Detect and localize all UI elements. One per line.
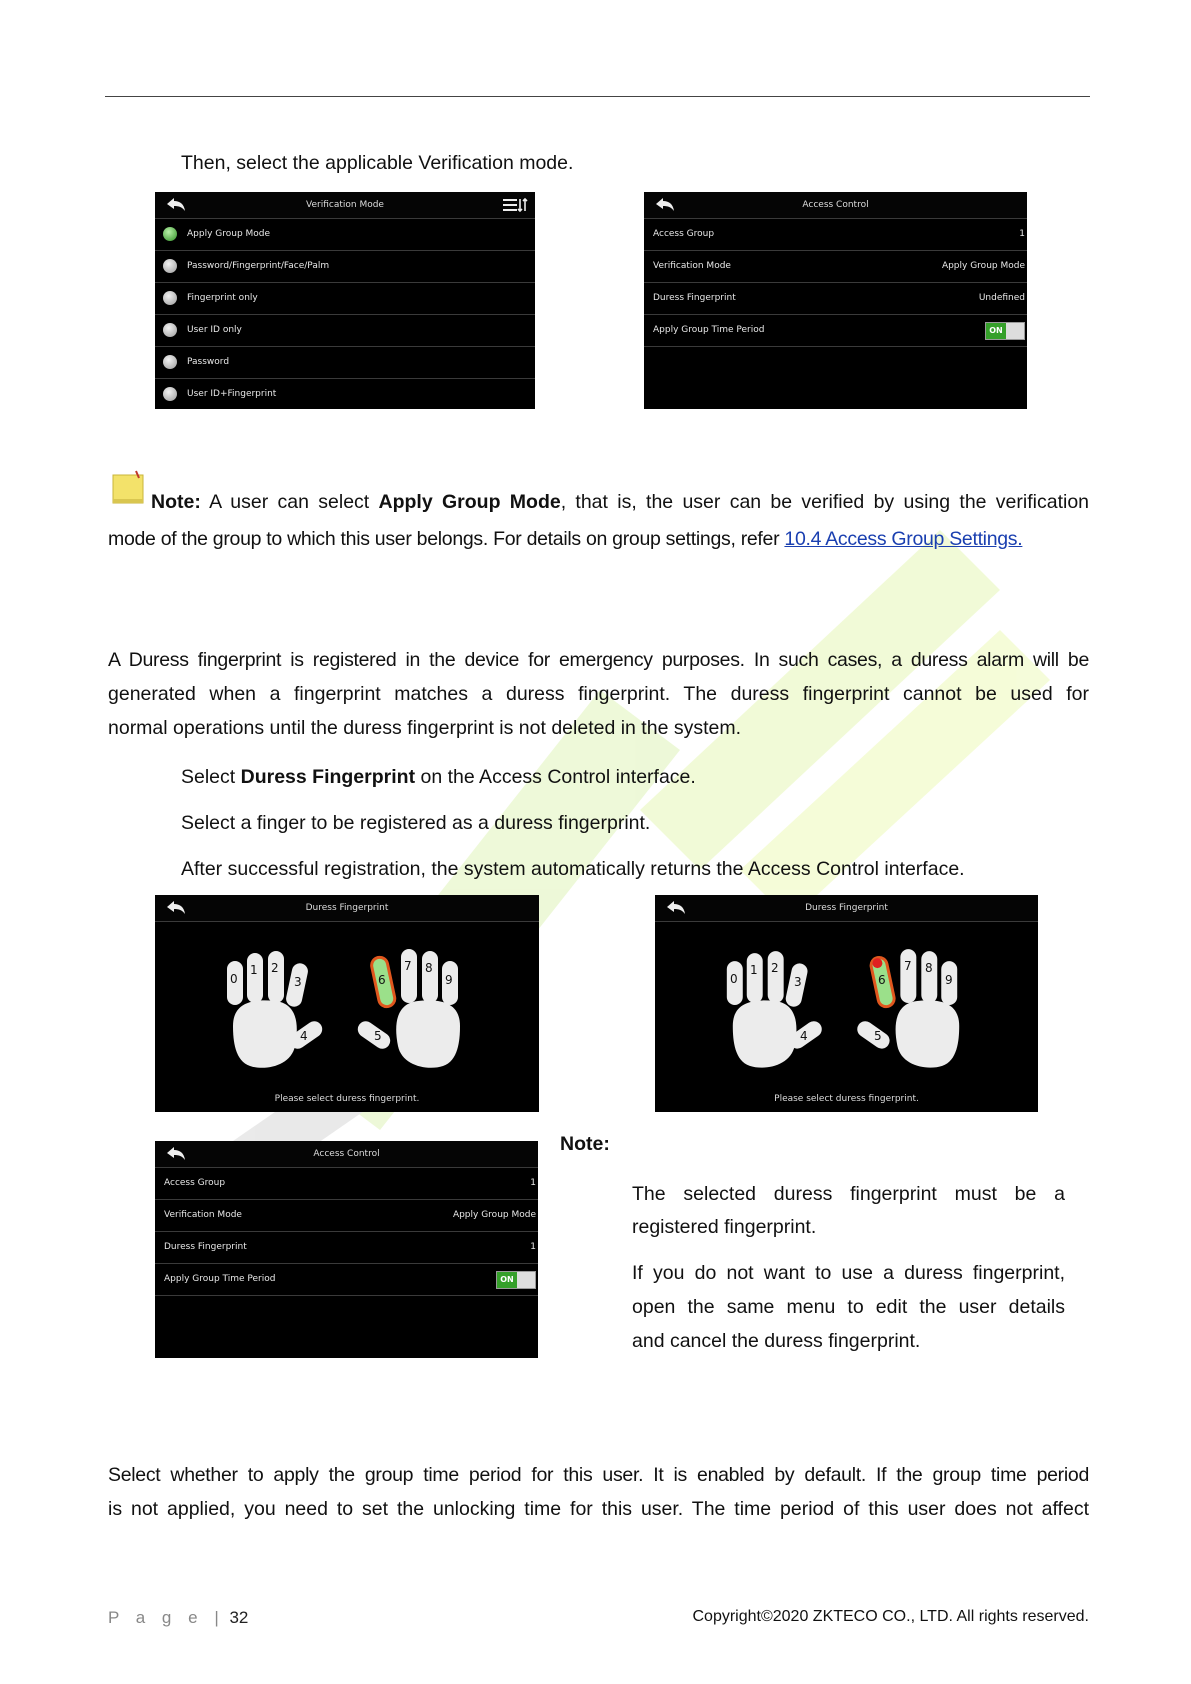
finger-label-1: 1 — [750, 963, 758, 977]
screen-header — [655, 895, 1038, 922]
option-label: User ID only — [187, 325, 242, 335]
verification-mode-row[interactable] — [155, 1200, 538, 1232]
finger-label-9: 9 — [445, 973, 453, 987]
option-password[interactable] — [155, 347, 535, 379]
access-group-row[interactable] — [155, 1168, 538, 1200]
finger-label-5: 5 — [374, 1029, 382, 1043]
note-2-item-2-line-2: open the same menu to edit the user details — [632, 1296, 1065, 1318]
note-line-2-text: mode of the group to which this user belongs. For details on group settings, refer — [108, 528, 780, 550]
option-label: Apply Group Mode — [187, 229, 271, 239]
row-label: Duress Fingerprint — [653, 293, 736, 303]
note-text-b: , that is, the user can be verified by using the verification — [560, 491, 1090, 513]
watermark-logo — [180, 450, 1080, 1250]
duress-fingerprint-screen-a — [155, 895, 539, 1112]
note-2-item-2-line-3: and cancel the duress fingerprint. — [632, 1330, 921, 1352]
screen-header — [155, 895, 539, 922]
option-label: Password — [187, 357, 230, 367]
copyright: Copyright©2020 ZKTECO CO., LTD. All rights reserved. — [692, 1608, 1089, 1625]
screen-header — [155, 1141, 538, 1168]
apply-group-time-period-row — [155, 1264, 538, 1296]
row-value: 1 — [530, 1242, 536, 1252]
access-group-row[interactable] — [644, 219, 1027, 251]
duress-para-line-1: A Duress fingerprint is registered in the device for emergency purposes. In such cases, a duress alarm will be — [108, 649, 1089, 671]
row-value: Undefined — [978, 293, 1025, 303]
page-footer-number — [108, 1608, 248, 1628]
radio-icon — [163, 291, 177, 305]
screen-title: Duress Fingerprint — [305, 903, 389, 913]
row-label: Access Group — [164, 1178, 226, 1188]
verification-mode-screen — [155, 192, 535, 409]
sort-menu-icon[interactable] — [501, 196, 529, 214]
row-label: Verification Mode — [164, 1210, 242, 1220]
page-word: P a g e — [108, 1608, 204, 1627]
note-2-item-1-line-1: The selected duress fingerprint must be a — [632, 1183, 1065, 1205]
step-1-a: Select — [181, 766, 236, 788]
duress-fingerprint-screen-b — [655, 895, 1038, 1112]
toggle-on-label: ON — [986, 323, 1006, 339]
finger-label-7: 7 — [904, 959, 912, 973]
step-1-b: on the Access Control interface. — [420, 766, 696, 788]
radio-icon — [163, 259, 177, 273]
finger-label-6: 6 — [878, 973, 886, 987]
finger-label-4: 4 — [300, 1029, 308, 1043]
option-label: Password/Fingerprint/Face/Palm — [187, 261, 330, 271]
screen-title: Duress Fingerprint — [805, 903, 888, 913]
duress-prompt: Please select duress fingerprint. — [774, 1094, 919, 1104]
radio-icon — [163, 355, 177, 369]
option-user-id-fingerprint[interactable] — [155, 379, 535, 409]
bottom-para-line-1: Select whether to apply the group time period for this user. It is enabled by default. If the group time period — [108, 1464, 1089, 1486]
option-user-id-only[interactable] — [155, 315, 535, 347]
note-text-a: A user can select — [209, 491, 370, 513]
duress-fingerprint-row[interactable] — [644, 283, 1027, 315]
finger-label-5: 5 — [874, 1029, 882, 1043]
intro-text: Then, select the applicable Verification mode. — [181, 152, 574, 174]
note-2-item-2-line-1: If you do not want to use a duress fingerprint, — [632, 1262, 1065, 1284]
step-1-bold: Duress Fingerprint — [240, 766, 416, 788]
hands-diagram — [155, 921, 539, 1091]
finger-8[interactable] — [921, 951, 937, 1003]
toggle-switch[interactable] — [985, 322, 1025, 340]
screen-header — [644, 192, 1027, 219]
row-value: 1 — [530, 1178, 536, 1188]
finger-7[interactable] — [900, 949, 916, 1003]
option-password-fingerprint-face-palm[interactable] — [155, 251, 535, 283]
screen-header — [155, 192, 535, 219]
apply-group-time-period-row — [644, 315, 1027, 347]
note-line-1 — [151, 485, 1089, 519]
page-separator: | — [214, 1608, 219, 1627]
note-line-2 — [108, 522, 1093, 556]
step-1 — [181, 760, 696, 794]
finger-label-2: 2 — [771, 961, 779, 975]
verification-mode-row[interactable] — [644, 251, 1027, 283]
finger-label-8: 8 — [925, 961, 933, 975]
finger-label-0: 0 — [730, 972, 738, 986]
option-label: User ID+Fingerprint — [187, 389, 277, 399]
finger-label-8: 8 — [425, 961, 433, 975]
duress-para-line-3: normal operations until the duress fingerprint is not deleted in the system. — [108, 717, 742, 739]
finger-1[interactable] — [747, 953, 763, 1003]
finger-label-6: 6 — [378, 973, 386, 987]
finger-2[interactable] — [268, 951, 284, 1003]
note-2-title: Note: — [560, 1133, 610, 1155]
step-2: Select a finger to be registered as a duress fingerprint. — [181, 812, 651, 834]
finger-label-1: 1 — [250, 963, 258, 977]
note-bold-term: Apply Group Mode — [378, 491, 561, 513]
screen-title: Access Control — [802, 200, 869, 210]
row-value: Apply Group Mode — [452, 1210, 536, 1220]
finger-label-2: 2 — [271, 961, 279, 975]
note-2-item-1-line-2: registered fingerprint. — [632, 1216, 817, 1238]
option-apply-group-mode[interactable] — [155, 219, 535, 251]
finger-label-7: 7 — [404, 959, 412, 973]
step-3: After successful registration, the system automatically returns the Access Control interface. — [181, 858, 965, 880]
access-control-screen-1 — [644, 192, 1027, 409]
row-label: Apply Group Time Period — [653, 325, 765, 335]
access-group-settings-link[interactable]: 10.4 Access Group Settings. — [784, 528, 1023, 550]
duress-prompt: Please select duress fingerprint. — [274, 1094, 420, 1104]
finger-1[interactable] — [247, 953, 263, 1003]
row-label: Duress Fingerprint — [164, 1242, 247, 1252]
radio-icon — [163, 323, 177, 337]
finger-label-4: 4 — [800, 1029, 808, 1043]
note-pad-icon — [110, 469, 146, 505]
finger-label-3: 3 — [794, 975, 802, 989]
row-label: Verification Mode — [653, 261, 731, 271]
finger-label-3: 3 — [294, 975, 302, 989]
toggle-on-label: ON — [497, 1272, 517, 1288]
radio-selected-icon — [163, 227, 177, 241]
row-value: 1 — [1019, 229, 1025, 239]
option-fingerprint-only[interactable] — [155, 283, 535, 315]
finger-label-9: 9 — [945, 973, 953, 987]
header-rule — [105, 96, 1090, 97]
registered-dot-icon — [872, 958, 882, 968]
row-label: Apply Group Time Period — [164, 1274, 276, 1284]
finger-8[interactable] — [422, 951, 438, 1003]
finger-7[interactable] — [401, 949, 417, 1003]
bottom-para-line-2: is not applied, you need to set the unlocking time for this user. The time period of this user does not affect — [108, 1498, 1089, 1520]
finger-label-0: 0 — [230, 972, 238, 986]
page-number: 32 — [229, 1608, 249, 1627]
screen-title: Access Control — [313, 1149, 380, 1159]
option-label: Fingerprint only — [187, 293, 258, 303]
row-label: Access Group — [653, 229, 715, 239]
finger-2[interactable] — [768, 951, 784, 1003]
duress-para-line-2: generated when a fingerprint matches a duress fingerprint. The duress fingerprint cannot be used for — [108, 683, 1089, 705]
radio-icon — [163, 387, 177, 401]
access-control-screen-2 — [155, 1141, 538, 1358]
duress-fingerprint-row[interactable] — [155, 1232, 538, 1264]
screen-title: Verification Mode — [306, 200, 384, 210]
row-value: Apply Group Mode — [941, 261, 1025, 271]
note-prefix: Note: — [151, 491, 201, 513]
hands-diagram — [655, 921, 1038, 1091]
toggle-switch[interactable] — [496, 1271, 536, 1289]
